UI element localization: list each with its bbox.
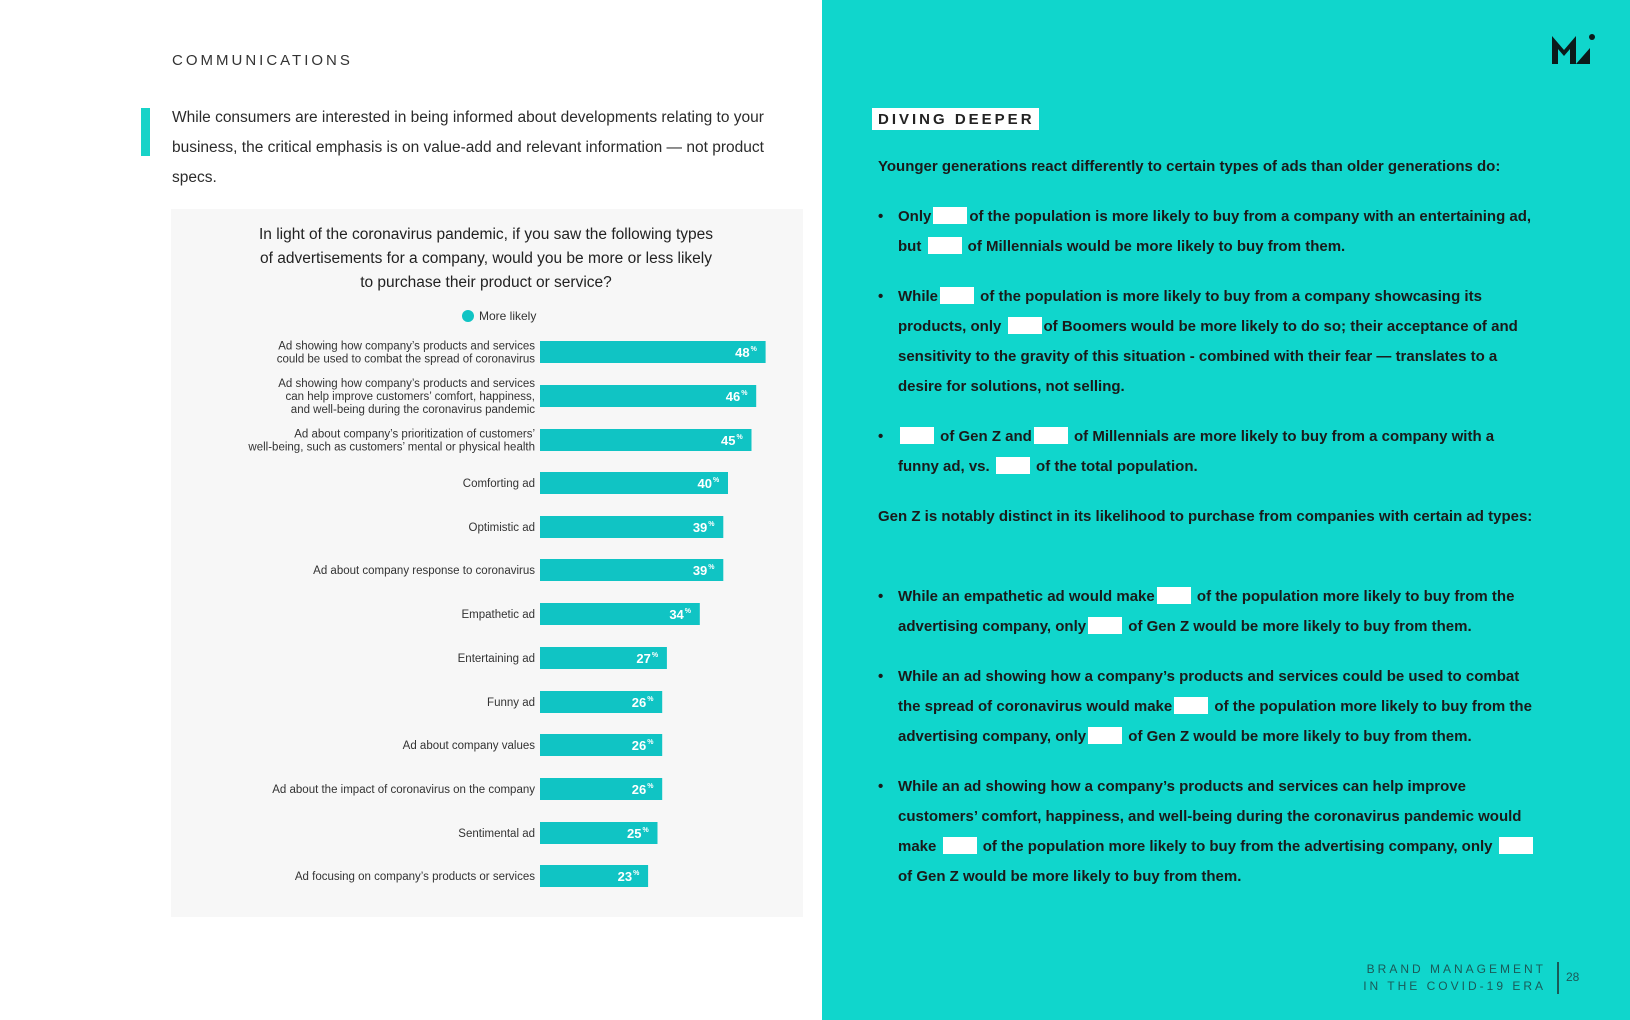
category-label: Comforting ad <box>462 478 535 490</box>
right-panel <box>822 0 1630 1020</box>
bullet-text: While an ad showing how a company’s products and services could be used to combat the spread of coronavirus would make <box>898 668 1520 715</box>
bullet-text: While an empathetic ad would make <box>898 588 1155 605</box>
category-label: Ad showing how company’s products and services <box>278 340 535 353</box>
redacted-value <box>940 287 974 304</box>
bar-unit-label: % <box>651 652 659 659</box>
bar-unit-label: % <box>708 564 715 571</box>
bar <box>540 429 752 451</box>
bar-unit-label: % <box>713 477 720 484</box>
category-label: Entertaining ad <box>457 653 535 665</box>
bar <box>540 341 766 363</box>
category-label: Ad about the impact of coronavirus on the company <box>272 784 535 796</box>
bar-unit-label: % <box>647 696 654 703</box>
bullet-dot: • <box>878 668 884 685</box>
paragraph-2: Gen Z is notably distinct in its likelihood to purchase from companies with certain ad types: <box>878 508 1533 525</box>
category-label: Optimistic ad <box>468 522 535 534</box>
bar-unit-label: % <box>736 434 743 441</box>
bullet-text: While an ad showing how a company’s products and services can help improve customers’ comfort, happiness, and well-being during the coronavirus pandemic would make <box>898 778 1522 855</box>
redacted-value <box>1088 727 1122 744</box>
redacted-value <box>1174 697 1208 714</box>
bar-value-label: 27 <box>636 651 651 666</box>
category-label: Empathetic ad <box>461 609 535 621</box>
accent-bar <box>141 108 150 156</box>
redacted-value <box>1008 317 1042 334</box>
bullet-text: of Gen Z would be more likely to buy from them. <box>1128 618 1472 635</box>
bar-unit-label: % <box>647 783 654 790</box>
footer-title <box>1363 961 1546 995</box>
bar-value-label: 26 <box>631 695 647 710</box>
bullet-showcasing <box>878 282 1538 402</box>
bullet-dot: • <box>878 288 884 305</box>
chart-panel <box>171 209 803 917</box>
bar-value-label: 23 <box>617 869 633 884</box>
redacted-value <box>900 427 934 444</box>
redacted-value <box>933 207 967 224</box>
bar-unit-label: % <box>750 346 757 353</box>
bullet-empathetic <box>878 582 1538 642</box>
paragraph-1: Younger generations react differently to certain types of ads than older generations do: <box>878 158 1501 175</box>
footer-divider <box>1557 962 1559 994</box>
bar-value-label: 48 <box>735 345 750 360</box>
bullet-text: of the population more likely to buy from the advertising company, only <box>898 588 1515 635</box>
bar-unit-label: % <box>633 870 640 877</box>
bar-unit-label: % <box>708 521 715 528</box>
bullet-text: of Gen Z and <box>940 428 1032 445</box>
diving-deeper-heading: DIVING DEEPER <box>872 108 1039 130</box>
bullet-text: of the population more likely to buy from the advertising company, only <box>982 838 1493 855</box>
redacted-value <box>943 837 977 854</box>
footer-line-2: IN THE COVID-19 ERA <box>1363 979 1546 993</box>
category-label: Ad showing how company’s products and services <box>278 378 535 390</box>
bar <box>540 385 756 407</box>
section-label: COMMUNICATIONS <box>172 52 353 69</box>
redacted-value <box>1157 587 1191 604</box>
bullet-dot: • <box>878 428 884 445</box>
bar-value-label: 34 <box>669 607 684 622</box>
bullet-funny <box>878 422 1538 482</box>
category-label: Funny ad <box>487 697 535 709</box>
bullet-text: While <box>898 288 938 305</box>
bullet-dot: • <box>878 588 884 605</box>
bullet-text: of the population is more likely to buy from a company showcasing its products, only <box>898 288 1482 335</box>
chart-title-text: In light of the coronavirus pandemic, if you saw the following types of advertisements for a company, would you be more or less likely to purchase their product or service? <box>258 226 714 291</box>
bar-value-label: 40 <box>697 476 712 491</box>
bullet-text: Only <box>898 208 932 225</box>
redacted-value <box>1499 837 1533 854</box>
bullet-text: of Millennials would be more likely to buy from them. <box>967 238 1346 255</box>
bullet-text: of Millennials are more likely to buy from a company with a funny ad, vs. <box>898 428 1495 475</box>
bar-value-label: 46 <box>725 389 741 404</box>
category-label: Sentimental ad <box>458 828 535 840</box>
category-label: Ad focusing on company’s products or services <box>294 871 535 883</box>
page-number: 28 <box>1566 970 1580 984</box>
bar-value-label: 39 <box>692 520 708 535</box>
redacted-value <box>996 457 1030 474</box>
redacted-value <box>1034 427 1068 444</box>
bar-value-label: 45 <box>721 433 736 448</box>
bar-unit-label: % <box>684 608 692 615</box>
bullet-dot: • <box>878 778 884 795</box>
intro-text: While consumers are interested in being informed about developments relating to your business, the critical emphasis is on value-add and relevant information — not product specs. <box>172 109 764 186</box>
bar-value-label: 25 <box>627 826 642 841</box>
bar-value-label: 26 <box>631 738 647 753</box>
bullet-text: of Gen Z would be more likely to buy from them. <box>1128 728 1472 745</box>
category-label: Ad about company’s prioritization of customers’ <box>294 428 535 441</box>
category-label: Ad about company values <box>402 740 535 752</box>
bullet-text: of Boomers would be more likely to do so; their acceptance of and sensitivity to the gravity of this situation - combined with their fear — translates to a desire for solutions, not selling. <box>898 318 1518 395</box>
bullet-text: of Gen Z would be more likely to buy from them. <box>898 868 1242 885</box>
category-label: could be used to combat the spread of coronavirus <box>276 353 535 366</box>
category-label: can help improve customers’ comfort, happiness, <box>285 391 535 403</box>
bar-unit-label: % <box>647 739 654 746</box>
bullet-entertaining <box>878 202 1538 262</box>
category-label: and well-being during the coronavirus pandemic <box>290 404 535 416</box>
redacted-value <box>928 237 962 254</box>
bar-unit-label: % <box>642 827 649 834</box>
bullet-dot: • <box>878 208 884 225</box>
legend-label: More likely <box>479 309 537 323</box>
bar-value-label: 39 <box>692 563 708 578</box>
bar-value-label: 26 <box>631 782 647 797</box>
bullet-text: of the population more likely to buy from the advertising company, only <box>898 698 1532 745</box>
category-label: Ad about company response to coronavirus <box>313 565 535 577</box>
m-logo-icon <box>1550 32 1598 68</box>
bullet-text: of the population is more likely to buy from a company with an entertaining ad, but <box>898 208 1532 255</box>
bullet-text: of the total population. <box>1036 458 1198 475</box>
bar-chart <box>171 209 803 917</box>
bar-unit-label: % <box>741 390 748 397</box>
redacted-value <box>1088 617 1122 634</box>
bullet-comfort <box>878 772 1538 892</box>
footer-line-1: BRAND MANAGEMENT <box>1366 962 1546 976</box>
bullet-combat-spread <box>878 662 1538 752</box>
category-label: well-being, such as customers’ mental or physical health <box>248 441 535 454</box>
